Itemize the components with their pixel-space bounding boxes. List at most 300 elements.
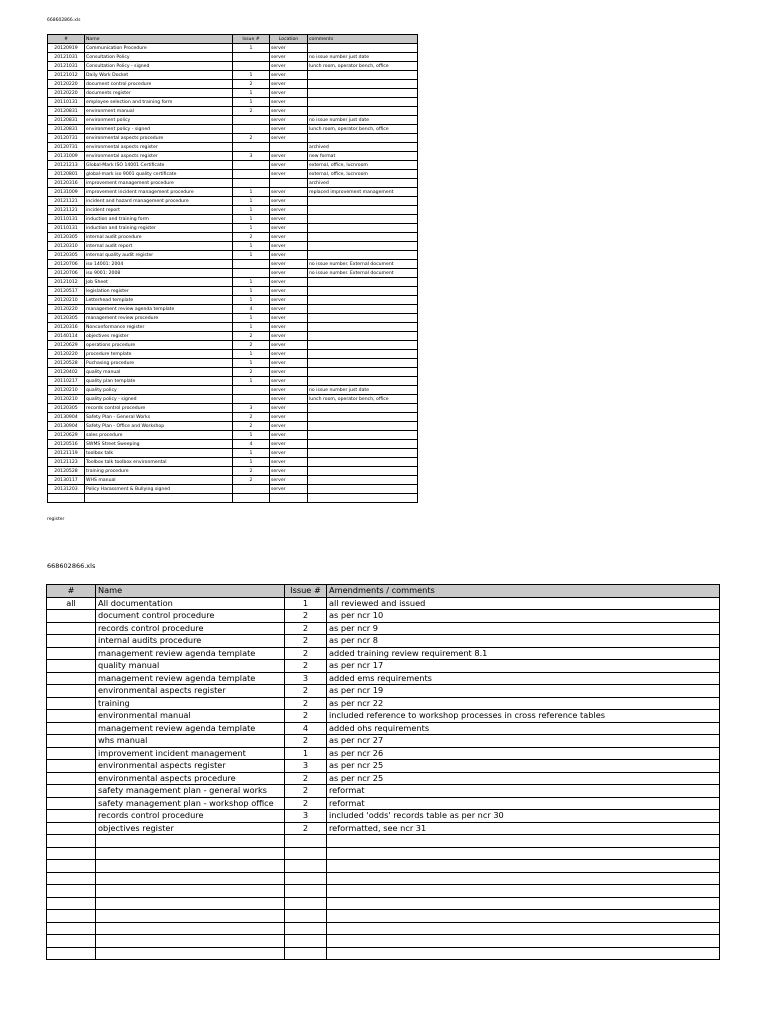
register-cell-number: 20110131: [48, 98, 85, 107]
register-cell-name: Puchasing procedure: [85, 359, 233, 368]
amendments-cell-number: [47, 760, 96, 773]
register-cell-number: 20120220: [48, 350, 85, 359]
register-cell-issue: 1: [233, 98, 270, 107]
amendments-cell-number: [47, 810, 96, 823]
register-cell-location: server: [270, 449, 308, 458]
register-cell-location: server: [270, 395, 308, 404]
register-cell-comments: [308, 467, 418, 476]
register-cell-number: 20131009: [48, 188, 85, 197]
amendments-cell-number: [47, 647, 96, 660]
register-row: [48, 89, 418, 98]
amendments-cell-name: All documentation: [96, 597, 285, 610]
register-cell-issue: [233, 485, 270, 494]
amendments-cell-issue: 2: [285, 797, 327, 810]
register-cell-number: 20120220: [48, 89, 85, 98]
register-header-comments: comments: [308, 35, 418, 44]
register-cell-number: 20120305: [48, 251, 85, 260]
register-cell-issue: 3: [233, 152, 270, 161]
register-row: [48, 431, 418, 440]
register-cell-issue: [233, 53, 270, 62]
amendments-row: [47, 760, 720, 773]
register-cell-comments: [308, 368, 418, 377]
amendments-body: [47, 597, 720, 960]
register-cell-name: records control procedure: [85, 404, 233, 413]
register-cell-location: server: [270, 260, 308, 269]
register-cell-location: server: [270, 305, 308, 314]
register-cell-name: Safety Plan - General Works: [85, 413, 233, 422]
register-row: [48, 224, 418, 233]
register-cell-location: server: [270, 440, 308, 449]
amendments-cell-number: [47, 722, 96, 735]
amendments-cell-comments: reformatted, see ncr 31: [327, 822, 720, 835]
amendments-cell-name: [96, 897, 285, 910]
register-row: [48, 44, 418, 53]
amendments-cell-number: [47, 710, 96, 723]
register-row: [48, 494, 418, 503]
amendments-cell-number: [47, 660, 96, 673]
amendments-cell-name: objectives register: [96, 822, 285, 835]
register-cell-name: environment policy: [85, 116, 233, 125]
amendments-cell-number: [47, 697, 96, 710]
register-row: [48, 350, 418, 359]
register-cell-location: server: [270, 170, 308, 179]
register-cell-comments: no issue number just date: [308, 386, 418, 395]
amendments-cell-comments: [327, 885, 720, 898]
amendments-row: [47, 647, 720, 660]
amendments-cell-comments: [327, 860, 720, 873]
register-cell-issue: [233, 143, 270, 152]
amendments-cell-issue: 2: [285, 710, 327, 723]
amendments-cell-name: improvement incident management: [96, 747, 285, 760]
register-row: [48, 53, 418, 62]
register-cell-name: WHS manual: [85, 476, 233, 485]
register-cell-number: 20121012: [48, 71, 85, 80]
amendments-cell-name: environmental aspects register: [96, 685, 285, 698]
register-cell-location: [270, 494, 308, 503]
register-cell-issue: 1: [233, 188, 270, 197]
register-cell-number: 20120528: [48, 359, 85, 368]
register-cell-number: 20120210: [48, 296, 85, 305]
register-cell-comments: [308, 332, 418, 341]
amendments-cell-issue: 2: [285, 735, 327, 748]
amendments-cell-name: quality manual: [96, 660, 285, 673]
register-cell-comments: [308, 476, 418, 485]
register-cell-location: server: [270, 116, 308, 125]
register-row: [48, 206, 418, 215]
register-cell-number: 20121012: [48, 278, 85, 287]
register-cell-comments: [308, 89, 418, 98]
register-row: [48, 458, 418, 467]
register-cell-name: Global-Mark ISO 14001 Certificate: [85, 161, 233, 170]
register-cell-location: server: [270, 242, 308, 251]
register-cell-issue: 2: [233, 107, 270, 116]
register-cell-location: server: [270, 125, 308, 134]
register-row: [48, 98, 418, 107]
register-body: [48, 44, 418, 503]
amendments-cell-name: safety management plan - general works: [96, 785, 285, 798]
amendments-row: [47, 685, 720, 698]
amendments-cell-issue: [285, 860, 327, 873]
register-cell-issue: 1: [233, 71, 270, 80]
amendments-cell-comments: as per ncr 9: [327, 622, 720, 635]
register-cell-location: server: [270, 197, 308, 206]
amendments-cell-comments: [327, 910, 720, 923]
register-cell-location: server: [270, 386, 308, 395]
amendments-cell-name: [96, 910, 285, 923]
amendments-row: [47, 785, 720, 798]
register-cell-comments: [308, 242, 418, 251]
amendments-row: [47, 947, 720, 960]
register-cell-number: 20120220: [48, 80, 85, 89]
register-cell-comments: [308, 107, 418, 116]
register-cell-number: 20121121: [48, 197, 85, 206]
amendments-row: [47, 822, 720, 835]
amendments-cell-number: [47, 835, 96, 848]
register-cell-number: [48, 494, 85, 503]
register-cell-issue: 2: [233, 413, 270, 422]
top-filename: 668602866.xls: [47, 18, 81, 23]
amendments-cell-comments: added ems requirements: [327, 672, 720, 685]
register-row: [48, 449, 418, 458]
register-cell-comments: [308, 359, 418, 368]
amendments-cell-number: [47, 847, 96, 860]
register-row: [48, 134, 418, 143]
register-cell-issue: [233, 260, 270, 269]
amendments-cell-name: [96, 847, 285, 860]
register-cell-location: server: [270, 350, 308, 359]
register-cell-comments: [308, 134, 418, 143]
register-cell-comments: lunch room, operator bench, office: [308, 125, 418, 134]
register-cell-issue: [233, 269, 270, 278]
register-cell-location: server: [270, 431, 308, 440]
register-footer-label: register: [47, 517, 65, 522]
amendments-cell-comments: as per ncr 17: [327, 660, 720, 673]
register-cell-number: 20121119: [48, 449, 85, 458]
register-row: [48, 242, 418, 251]
amendments-cell-comments: [327, 947, 720, 960]
register-cell-location: server: [270, 458, 308, 467]
amendments-cell-number: [47, 685, 96, 698]
register-cell-number: 20110131: [48, 224, 85, 233]
register-cell-location: server: [270, 485, 308, 494]
amendments-cell-number: [47, 910, 96, 923]
register-cell-comments: new format: [308, 152, 418, 161]
register-row: [48, 251, 418, 260]
register-row: [48, 62, 418, 71]
register-cell-number: 20120402: [48, 368, 85, 377]
register-cell-comments: [308, 341, 418, 350]
register-cell-number: 20120831: [48, 125, 85, 134]
register-cell-location: server: [270, 152, 308, 161]
register-cell-issue: [233, 125, 270, 134]
register-cell-issue: 1: [233, 44, 270, 53]
register-cell-location: server: [270, 476, 308, 485]
register-cell-location: server: [270, 269, 308, 278]
register-row: [48, 269, 418, 278]
register-cell-number: 20120305: [48, 314, 85, 323]
register-cell-location: [270, 143, 308, 152]
register-cell-number: 20131203: [48, 485, 85, 494]
amendments-row: [47, 635, 720, 648]
register-cell-number: 20131009: [48, 152, 85, 161]
amendments-cell-comments: as per ncr 8: [327, 635, 720, 648]
register-cell-number: 20120801: [48, 170, 85, 179]
amendments-cell-comments: [327, 922, 720, 935]
amendments-cell-name: environmental aspects procedure: [96, 772, 285, 785]
register-cell-name: Job Sheet: [85, 278, 233, 287]
amendments-cell-name: records control procedure: [96, 622, 285, 635]
register-cell-issue: [233, 395, 270, 404]
register-row: [48, 323, 418, 332]
amendments-row: [47, 610, 720, 623]
amendments-cell-name: records control procedure: [96, 810, 285, 823]
register-row: [48, 188, 418, 197]
register-cell-location: server: [270, 215, 308, 224]
register-cell-comments: external, office, lucnroom: [308, 170, 418, 179]
amendments-cell-comments: [327, 872, 720, 885]
amendments-cell-number: [47, 797, 96, 810]
amendments-cell-comments: added ohs requirements: [327, 722, 720, 735]
register-cell-number: 20110131: [48, 215, 85, 224]
amendments-row: [47, 672, 720, 685]
register-header-issue: Issue #: [233, 35, 270, 44]
amendments-row: [47, 597, 720, 610]
register-cell-location: server: [270, 332, 308, 341]
amendments-header-number: #: [47, 585, 96, 598]
register-cell-location: server: [270, 251, 308, 260]
register-row: [48, 386, 418, 395]
register-cell-name: Daily Work Docket: [85, 71, 233, 80]
amendments-row: [47, 872, 720, 885]
register-cell-location: server: [270, 278, 308, 287]
amendments-cell-issue: [285, 910, 327, 923]
register-cell-number: 20120210: [48, 395, 85, 404]
register-cell-comments: lunch room, operator bench, office: [308, 395, 418, 404]
register-cell-comments: [308, 440, 418, 449]
register-cell-number: 20120731: [48, 143, 85, 152]
register-cell-comments: [308, 278, 418, 287]
register-row: [48, 467, 418, 476]
register-cell-name: Letterhead template: [85, 296, 233, 305]
register-cell-number: 20120517: [48, 287, 85, 296]
bottom-filename: 668602866.xls: [47, 562, 96, 570]
register-cell-comments: [308, 404, 418, 413]
amendments-cell-number: [47, 747, 96, 760]
register-cell-comments: [308, 305, 418, 314]
amendments-cell-issue: [285, 897, 327, 910]
register-row: [48, 161, 418, 170]
amendments-row: [47, 810, 720, 823]
register-cell-location: server: [270, 323, 308, 332]
register-cell-location: server: [270, 233, 308, 242]
register-cell-issue: 1: [233, 314, 270, 323]
register-cell-name: document control procedure: [85, 80, 233, 89]
register-cell-number: 20120305: [48, 233, 85, 242]
amendments-cell-number: [47, 885, 96, 898]
amendments-cell-comments: [327, 835, 720, 848]
register-cell-comments: [308, 458, 418, 467]
amendments-cell-issue: 3: [285, 810, 327, 823]
register-cell-comments: [308, 224, 418, 233]
register-cell-number: 20120731: [48, 134, 85, 143]
register-cell-name: SWMS Street Sweeping: [85, 440, 233, 449]
register-cell-location: server: [270, 98, 308, 107]
register-cell-number: 20121031: [48, 62, 85, 71]
register-cell-location: server: [270, 71, 308, 80]
amendments-cell-name: [96, 860, 285, 873]
register-cell-name: sales procedure: [85, 431, 233, 440]
register-row: [48, 179, 418, 188]
register-cell-comments: [308, 233, 418, 242]
register-cell-comments: [308, 485, 418, 494]
amendments-cell-issue: 3: [285, 760, 327, 773]
register-cell-name: procedure template: [85, 350, 233, 359]
register-cell-number: 20121123: [48, 458, 85, 467]
register-cell-comments: [308, 413, 418, 422]
amendments-cell-comments: as per ncr 27: [327, 735, 720, 748]
register-cell-name: Toolbox talk toolbox environmental: [85, 458, 233, 467]
register-header-location: Location: [270, 35, 308, 44]
register-cell-location: server: [270, 188, 308, 197]
amendments-cell-comments: all reviewed and issued: [327, 597, 720, 610]
register-cell-name: incident report: [85, 206, 233, 215]
amendments-cell-name: management review agenda template: [96, 722, 285, 735]
register-cell-comments: replaced improvement management: [308, 188, 418, 197]
register-cell-comments: archived: [308, 179, 418, 188]
register-row: [48, 215, 418, 224]
register-cell-issue: 1: [233, 377, 270, 386]
register-cell-location: server: [270, 377, 308, 386]
register-row: [48, 395, 418, 404]
register-cell-comments: [308, 251, 418, 260]
amendments-cell-issue: 1: [285, 597, 327, 610]
register-cell-location: server: [270, 161, 308, 170]
amendments-cell-issue: 3: [285, 672, 327, 685]
register-row: [48, 332, 418, 341]
register-cell-location: server: [270, 287, 308, 296]
register-cell-issue: 2: [233, 332, 270, 341]
register-cell-comments: no issue number just date: [308, 53, 418, 62]
amendments-cell-comments: as per ncr 25: [327, 760, 720, 773]
amendments-cell-number: [47, 622, 96, 635]
amendments-row: [47, 835, 720, 848]
register-row: [48, 422, 418, 431]
register-row: [48, 413, 418, 422]
register-cell-location: server: [270, 134, 308, 143]
register-cell-number: 20120516: [48, 440, 85, 449]
register-cell-comments: [308, 287, 418, 296]
register-row: [48, 260, 418, 269]
register-cell-number: 20120831: [48, 107, 85, 116]
register-cell-issue: 1: [233, 242, 270, 251]
register-cell-name: Policy Harassment & Bullying signed: [85, 485, 233, 494]
register-row: [48, 368, 418, 377]
amendments-cell-issue: [285, 847, 327, 860]
amendments-cell-comments: reformat: [327, 785, 720, 798]
amendments-row: [47, 660, 720, 673]
register-cell-name: environment manual: [85, 107, 233, 116]
register-cell-number: 20120629: [48, 341, 85, 350]
amendments-row: [47, 797, 720, 810]
amendments-cell-number: [47, 872, 96, 885]
amendments-header-row: [47, 585, 720, 598]
register-cell-issue: 1: [233, 431, 270, 440]
register-cell-comments: [308, 314, 418, 323]
register-cell-name: quality policy - signed: [85, 395, 233, 404]
register-row: [48, 170, 418, 179]
register-cell-comments: no issue number just date: [308, 116, 418, 125]
amendments-cell-number: [47, 935, 96, 948]
register-cell-name: induction and training form: [85, 215, 233, 224]
register-row: [48, 305, 418, 314]
register-cell-issue: 1: [233, 251, 270, 260]
register-cell-issue: 1: [233, 458, 270, 467]
register-row: [48, 485, 418, 494]
register-cell-comments: [308, 296, 418, 305]
register-cell-name: documents register: [85, 89, 233, 98]
amendments-cell-issue: 2: [285, 772, 327, 785]
register-cell-issue: 4: [233, 305, 270, 314]
register-cell-name: objectives register: [85, 332, 233, 341]
register-cell-comments: [308, 44, 418, 53]
amendments-cell-comments: as per ncr 19: [327, 685, 720, 698]
amendments-cell-comments: as per ncr 10: [327, 610, 720, 623]
register-header-row: [48, 35, 418, 44]
amendments-row: [47, 722, 720, 735]
register-cell-number: 20120706: [48, 260, 85, 269]
register-cell-number: 20120706: [48, 269, 85, 278]
amendments-row: [47, 897, 720, 910]
register-cell-location: server: [270, 206, 308, 215]
register-cell-issue: 1: [233, 359, 270, 368]
register-cell-name: internal audit report: [85, 242, 233, 251]
register-cell-issue: 1: [233, 278, 270, 287]
register-cell-number: 20120305: [48, 404, 85, 413]
amendments-cell-name: whs manual: [96, 735, 285, 748]
register-row: [48, 359, 418, 368]
amendments-cell-issue: [285, 872, 327, 885]
amendments-cell-name: [96, 947, 285, 960]
register-cell-location: server: [270, 44, 308, 53]
amendments-cell-issue: [285, 922, 327, 935]
register-cell-issue: 1: [233, 350, 270, 359]
register-cell-location: server: [270, 341, 308, 350]
register-cell-issue: 2: [233, 134, 270, 143]
register-cell-name: internal quality audit register: [85, 251, 233, 260]
register-row: [48, 440, 418, 449]
amendments-cell-issue: 2: [285, 697, 327, 710]
register-cell-name: incident and hazard management procedure: [85, 197, 233, 206]
register-cell-name: operations procedure: [85, 341, 233, 350]
register-cell-issue: 1: [233, 287, 270, 296]
amendments-cell-comments: [327, 935, 720, 948]
amendments-cell-name: environmental manual: [96, 710, 285, 723]
register-row: [48, 152, 418, 161]
register-cell-comments: [308, 431, 418, 440]
amendments-cell-issue: 2: [285, 660, 327, 673]
register-cell-name: environmental aspects register: [85, 143, 233, 152]
register-cell-issue: 2: [233, 467, 270, 476]
register-cell-name: management review agenda template: [85, 305, 233, 314]
register-cell-issue: 4: [233, 440, 270, 449]
register-cell-comments: [308, 215, 418, 224]
register-cell-location: server: [270, 359, 308, 368]
register-cell-name: legislation register: [85, 287, 233, 296]
amendments-cell-name: management review agenda template: [96, 672, 285, 685]
amendments-cell-number: [47, 735, 96, 748]
register-cell-issue: [233, 494, 270, 503]
register-row: [48, 476, 418, 485]
